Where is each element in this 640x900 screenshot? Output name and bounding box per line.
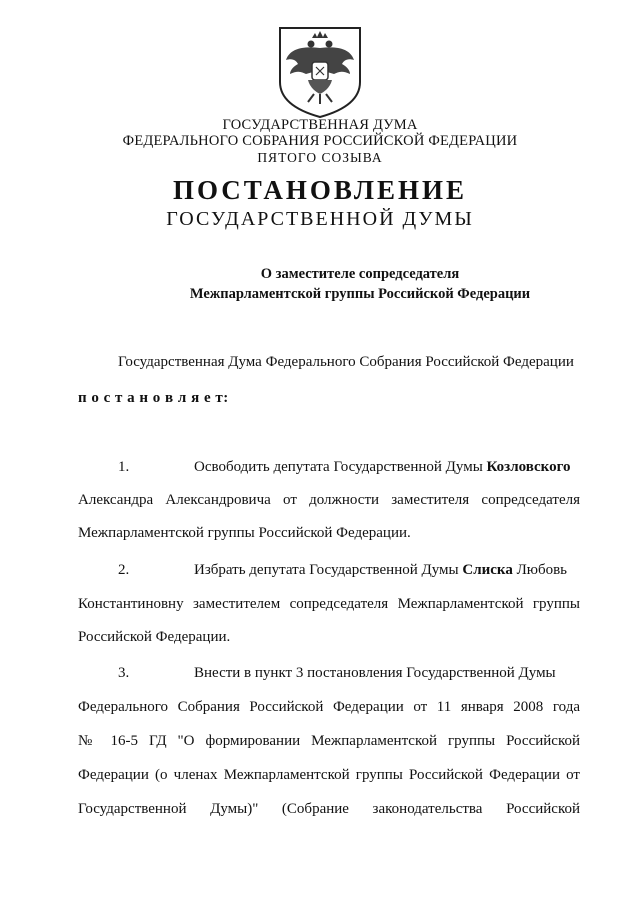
- header-line-2: ФЕДЕРАЛЬНОГО СОБРАНИЯ РОССИЙСКОЙ ФЕДЕРАЦИИ: [122, 133, 518, 149]
- item-2-text-a: Избрать депутата Государственной Думы: [194, 562, 463, 578]
- subject-line-2: Межпарламентской группы Российской Федерации: [189, 286, 531, 302]
- item-3-line-5: Государственной Думы)" (Собрание законодательства Российской: [78, 801, 580, 817]
- item-2-name-bold: Слиска: [462, 562, 513, 578]
- header-line-1: ГОСУДАРСТВЕННАЯ ДУМА: [222, 117, 418, 133]
- item-3-line-3: № 16-5 ГД "О формировании Межпарламентской группы Российской: [78, 733, 580, 749]
- item-2-line-2: Константиновну заместителем сопредседателя Межпарламентской группы: [78, 596, 580, 612]
- item-2-number: 2.: [118, 562, 130, 578]
- item-3-line-4: Федерации (о членах Межпарламентской группы Российской Федерации от: [78, 767, 580, 783]
- item-3-line-1: [118, 665, 556, 682]
- item-1-line-1: [118, 459, 580, 476]
- item-2-line-3: Российской Федерации.: [78, 629, 231, 645]
- document-body: [78, 0, 580, 900]
- item-3-text-a: Внести в пункт 3 постановления Государственной Думы: [194, 665, 556, 681]
- preamble-text: Государственная Дума Федерального Собрания Российской Федерации: [118, 354, 574, 370]
- document-subtitle: ГОСУДАРСТВЕННОЙ ДУМЫ: [166, 208, 474, 230]
- item-1-line-3: Межпарламентской группы Российской Федерации.: [78, 525, 411, 541]
- decides-word: п о с т а н о в л я е т:: [78, 390, 229, 406]
- item-2-line-1: [118, 562, 567, 579]
- item-1-text-a: Освободить депутата Государственной Думы: [194, 459, 487, 475]
- header-line-3: ПЯТОГО СОЗЫВА: [257, 150, 383, 165]
- document-title: ПОСТАНОВЛЕНИЕ: [172, 175, 468, 205]
- item-1-name-bold: Козловского: [486, 459, 571, 475]
- item-2-text-b: Любовь: [512, 562, 568, 578]
- item-1-line-2: Александра Александровича от должности заместителя сопредседателя: [78, 492, 580, 508]
- item-3-line-2: Федерального Собрания Российской Федерации от 11 января 2008 года: [78, 699, 580, 715]
- item-1-number: 1.: [118, 459, 130, 475]
- item-3-number: 3.: [118, 665, 130, 681]
- subject-line-1: О заместителе сопредседателя: [260, 266, 460, 282]
